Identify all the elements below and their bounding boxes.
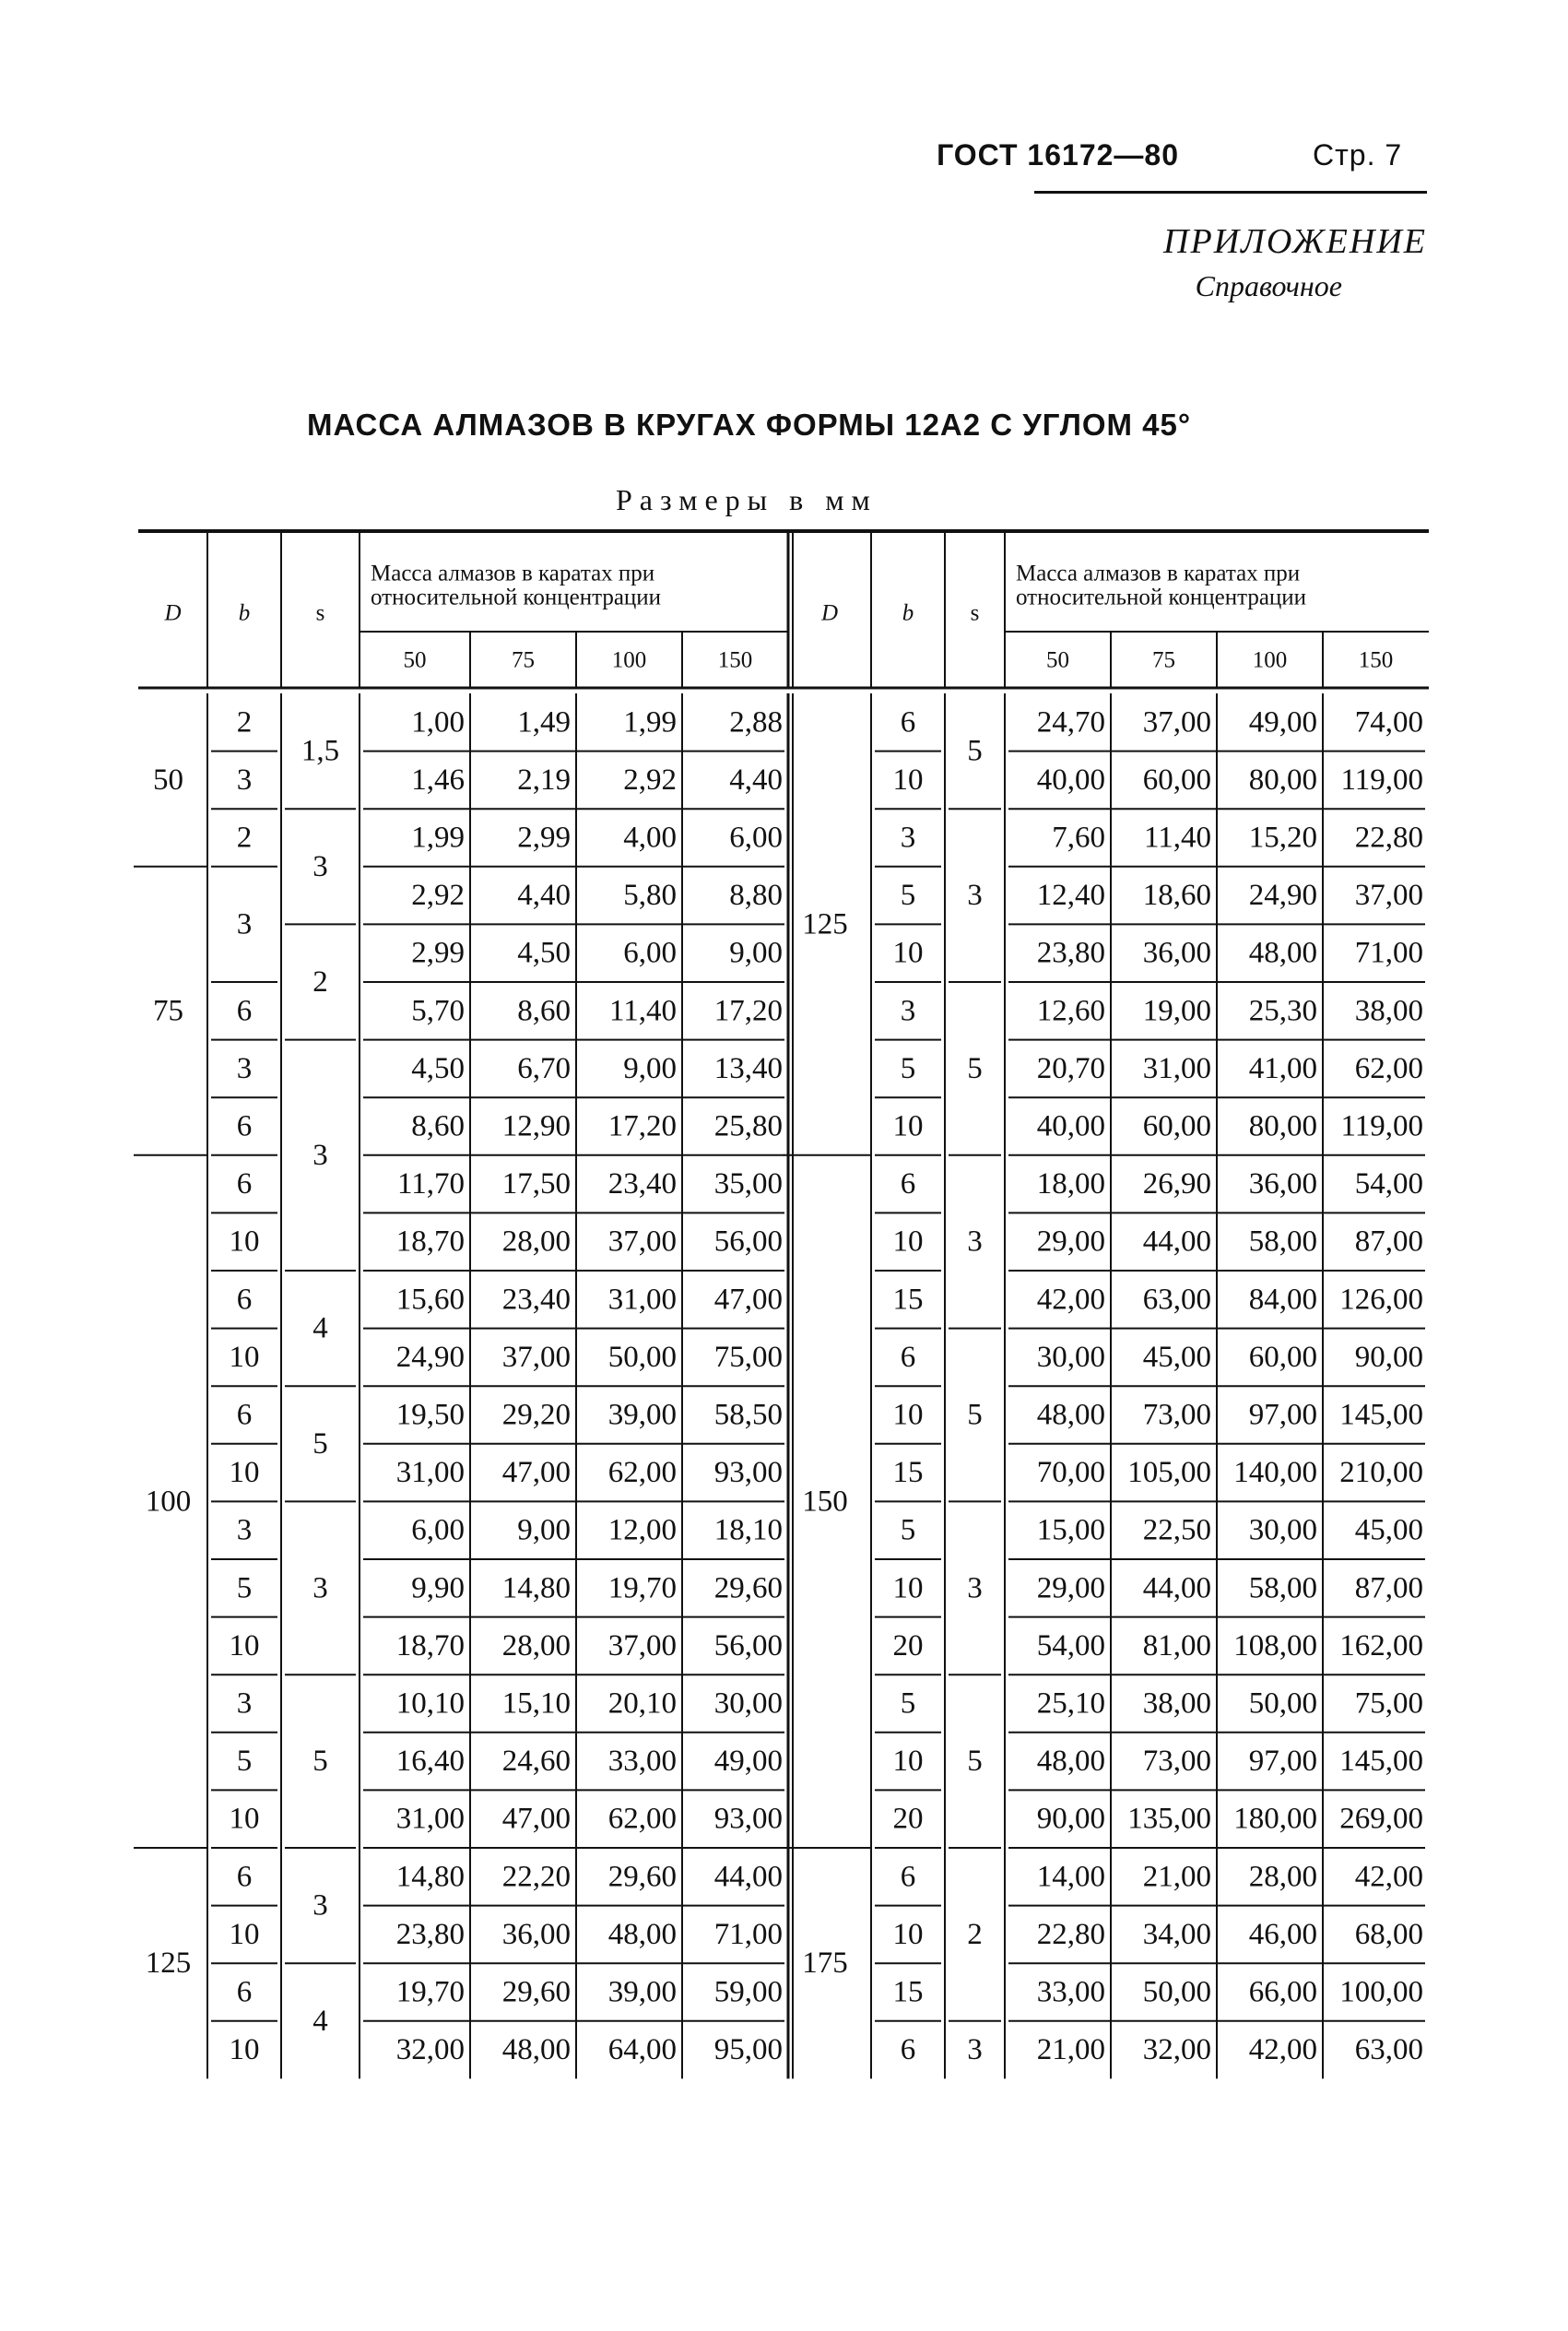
cell-mass: 48,00 bbox=[1036, 1745, 1105, 1779]
cell-s: 4 bbox=[312, 1311, 328, 1345]
cell-mass: 15,20 bbox=[1248, 821, 1317, 855]
cell-mass: 32,00 bbox=[395, 2033, 465, 2067]
cell-b: 15 bbox=[892, 1283, 924, 1317]
cell-b: 3 bbox=[236, 907, 253, 941]
cell-mass: 50,00 bbox=[607, 1340, 677, 1374]
cell-b: 6 bbox=[236, 1398, 253, 1432]
cell-mass: 22,20 bbox=[501, 1860, 571, 1894]
cell-mass: 54,00 bbox=[1036, 1628, 1105, 1662]
cell-b: 15 bbox=[892, 1975, 924, 2009]
cell-b: 10 bbox=[892, 1109, 924, 1143]
cell-mass: 81,00 bbox=[1142, 1628, 1211, 1662]
concentration-100: 100 bbox=[611, 647, 647, 673]
cell-s: 5 bbox=[312, 1745, 328, 1779]
cell-mass: 162,00 bbox=[1339, 1628, 1423, 1662]
cell-mass: 41,00 bbox=[1248, 1051, 1317, 1085]
cell-mass: 14,80 bbox=[501, 1571, 571, 1605]
cell-mass: 126,00 bbox=[1339, 1283, 1423, 1317]
cell-mass: 50,00 bbox=[1248, 1686, 1317, 1721]
cell-mass: 12,00 bbox=[607, 1513, 677, 1547]
cell-mass: 37,00 bbox=[607, 1628, 677, 1662]
cell-D: 100 bbox=[145, 1485, 192, 1519]
cell-s: 3 bbox=[312, 1888, 328, 1923]
cell-mass: 18,70 bbox=[395, 1225, 465, 1259]
cell-mass: 20,10 bbox=[607, 1686, 677, 1721]
cell-s: 5 bbox=[967, 734, 983, 768]
cell-mass: 6,00 bbox=[729, 821, 783, 855]
cell-mass: 2,92 bbox=[411, 879, 465, 913]
cell-mass: 48,00 bbox=[607, 1917, 677, 1951]
cell-mass: 95,00 bbox=[713, 2033, 783, 2067]
cell-mass: 7,60 bbox=[1052, 821, 1105, 855]
cell-mass: 119,00 bbox=[1340, 763, 1423, 797]
cell-b: 2 bbox=[236, 821, 253, 855]
cell-mass: 10,10 bbox=[395, 1686, 465, 1721]
cell-b: 6 bbox=[236, 994, 253, 1028]
cell-mass: 29,60 bbox=[501, 1975, 571, 2009]
cell-mass: 9,00 bbox=[729, 936, 783, 970]
cell-mass: 9,00 bbox=[623, 1051, 677, 1085]
cell-b: 10 bbox=[229, 1628, 260, 1662]
col-header-D: D bbox=[820, 600, 839, 626]
cell-b: 10 bbox=[892, 1917, 924, 1951]
cell-mass: 25,30 bbox=[1248, 994, 1317, 1028]
cell-mass: 25,80 bbox=[713, 1109, 783, 1143]
cell-mass: 73,00 bbox=[1142, 1398, 1211, 1432]
cell-mass: 145,00 bbox=[1339, 1745, 1423, 1779]
cell-mass: 105,00 bbox=[1127, 1456, 1211, 1490]
cell-mass: 11,70 bbox=[396, 1167, 465, 1201]
cell-mass: 1,49 bbox=[517, 705, 571, 740]
cell-b: 10 bbox=[229, 1456, 260, 1490]
cell-mass: 29,00 bbox=[1036, 1225, 1105, 1259]
cell-s: 3 bbox=[967, 2033, 983, 2067]
cell-b: 6 bbox=[236, 1283, 253, 1317]
cell-mass: 29,60 bbox=[607, 1860, 677, 1894]
cell-mass: 29,00 bbox=[1036, 1571, 1105, 1605]
cell-mass: 13,40 bbox=[713, 1051, 783, 1085]
cell-mass: 22,80 bbox=[1354, 821, 1423, 855]
concentration-150: 150 bbox=[717, 647, 753, 673]
cell-mass: 2,92 bbox=[623, 763, 677, 797]
cell-mass: 46,00 bbox=[1248, 1917, 1317, 1951]
cell-s: 5 bbox=[967, 1051, 983, 1085]
cell-mass: 135,00 bbox=[1127, 1802, 1211, 1836]
concentration-75: 75 bbox=[512, 647, 535, 673]
cell-mass: 40,00 bbox=[1036, 1109, 1105, 1143]
cell-b: 15 bbox=[892, 1456, 924, 1490]
cell-mass: 64,00 bbox=[607, 2033, 677, 2067]
cell-mass: 97,00 bbox=[1248, 1398, 1317, 1432]
cell-b: 3 bbox=[236, 763, 253, 797]
cell-mass: 15,10 bbox=[501, 1686, 571, 1721]
cell-mass: 58,50 bbox=[713, 1398, 783, 1432]
cell-mass: 24,90 bbox=[395, 1340, 465, 1374]
cell-mass: 1,99 bbox=[623, 705, 677, 740]
cell-s: 3 bbox=[312, 849, 328, 883]
cell-mass: 31,00 bbox=[1142, 1051, 1211, 1085]
mass-header-line2: относительной концентрации bbox=[371, 585, 662, 610]
cell-D: 50 bbox=[153, 763, 183, 797]
cell-mass: 11,40 bbox=[1143, 821, 1211, 855]
cell-b: 10 bbox=[229, 1340, 260, 1374]
cell-mass: 2,99 bbox=[411, 936, 465, 970]
cell-D: 175 bbox=[802, 1946, 848, 1981]
cell-mass: 75,00 bbox=[1354, 1686, 1423, 1721]
cell-mass: 62,00 bbox=[607, 1456, 677, 1490]
cell-mass: 1,99 bbox=[411, 821, 465, 855]
cell-mass: 14,00 bbox=[1036, 1860, 1105, 1894]
cell-mass: 80,00 bbox=[1248, 1109, 1317, 1143]
cell-mass: 29,20 bbox=[501, 1398, 571, 1432]
concentration-150: 150 bbox=[1358, 647, 1394, 673]
cell-mass: 36,00 bbox=[1142, 936, 1211, 970]
cell-s: 4 bbox=[312, 2004, 328, 2038]
cell-b: 10 bbox=[229, 2033, 260, 2067]
cell-mass: 5,80 bbox=[623, 879, 677, 913]
appendix-type: Справочное bbox=[1195, 269, 1342, 302]
cell-mass: 37,00 bbox=[1142, 705, 1211, 740]
cell-mass: 50,00 bbox=[1142, 1975, 1211, 2009]
cell-mass: 74,00 bbox=[1354, 705, 1423, 740]
cell-mass: 60,00 bbox=[1248, 1340, 1317, 1374]
cell-mass: 24,60 bbox=[501, 1745, 571, 1779]
cell-b: 20 bbox=[892, 1802, 924, 1836]
cell-b: 6 bbox=[900, 705, 916, 740]
concentration-50: 50 bbox=[1046, 647, 1069, 673]
cell-mass: 23,40 bbox=[501, 1283, 571, 1317]
cell-mass: 44,00 bbox=[713, 1860, 783, 1894]
cell-s: 5 bbox=[967, 1745, 983, 1779]
concentration-50: 50 bbox=[403, 647, 427, 673]
cell-mass: 48,00 bbox=[501, 2033, 571, 2067]
cell-s: 3 bbox=[967, 879, 983, 913]
cell-mass: 17,50 bbox=[501, 1167, 571, 1201]
col-header-b: b bbox=[902, 600, 914, 626]
cell-s: 3 bbox=[967, 1571, 983, 1605]
cell-mass: 4,40 bbox=[517, 879, 571, 913]
cell-mass: 62,00 bbox=[607, 1802, 677, 1836]
cell-mass: 31,00 bbox=[607, 1283, 677, 1317]
cell-mass: 45,00 bbox=[1142, 1340, 1211, 1374]
cell-b: 6 bbox=[900, 1340, 916, 1374]
cell-mass: 63,00 bbox=[1142, 1283, 1211, 1317]
cell-s: 3 bbox=[312, 1138, 328, 1172]
cell-mass: 6,00 bbox=[411, 1513, 465, 1547]
cell-mass: 25,10 bbox=[1036, 1686, 1105, 1721]
cell-mass: 15,60 bbox=[395, 1283, 465, 1317]
cell-mass: 44,00 bbox=[1142, 1225, 1211, 1259]
col-header-s: s bbox=[315, 600, 325, 626]
cell-mass: 42,00 bbox=[1354, 1860, 1423, 1894]
cell-mass: 37,00 bbox=[1354, 879, 1423, 913]
cell-mass: 1,00 bbox=[411, 705, 465, 740]
cell-mass: 119,00 bbox=[1340, 1109, 1423, 1143]
cell-b: 10 bbox=[892, 1225, 924, 1259]
cell-b: 5 bbox=[236, 1745, 253, 1779]
cell-s: 3 bbox=[967, 1225, 983, 1259]
cell-mass: 16,40 bbox=[395, 1745, 465, 1779]
cell-mass: 70,00 bbox=[1036, 1456, 1105, 1490]
cell-mass: 36,00 bbox=[1248, 1167, 1317, 1201]
cell-mass: 4,00 bbox=[623, 821, 677, 855]
cell-mass: 47,00 bbox=[501, 1456, 571, 1490]
cell-mass: 24,70 bbox=[1036, 705, 1105, 740]
cell-b: 10 bbox=[892, 763, 924, 797]
cell-mass: 2,99 bbox=[517, 821, 571, 855]
cell-b: 3 bbox=[236, 1051, 253, 1085]
cell-mass: 269,00 bbox=[1339, 1802, 1423, 1836]
cell-mass: 6,70 bbox=[517, 1051, 571, 1085]
cell-mass: 73,00 bbox=[1142, 1745, 1211, 1779]
document-title: МАССА АЛМАЗОВ В КРУГАХ ФОРМЫ 12А2 С УГЛОМ 45° bbox=[307, 408, 1192, 442]
cell-mass: 45,00 bbox=[1354, 1513, 1423, 1547]
cell-mass: 84,00 bbox=[1248, 1283, 1317, 1317]
cell-b: 3 bbox=[236, 1686, 253, 1721]
cell-mass: 39,00 bbox=[607, 1398, 677, 1432]
cell-mass: 22,50 bbox=[1142, 1513, 1211, 1547]
cell-mass: 180,00 bbox=[1233, 1802, 1317, 1836]
cell-mass: 19,00 bbox=[1142, 994, 1211, 1028]
cell-mass: 58,00 bbox=[1248, 1571, 1317, 1605]
cell-mass: 26,90 bbox=[1142, 1167, 1211, 1201]
cell-mass: 47,00 bbox=[501, 1802, 571, 1836]
cell-b: 6 bbox=[236, 1860, 253, 1894]
cell-b: 10 bbox=[892, 1398, 924, 1432]
col-header-D: D bbox=[164, 600, 182, 626]
cell-mass: 14,80 bbox=[395, 1860, 465, 1894]
cell-s: 1,5 bbox=[301, 734, 340, 768]
cell-mass: 32,00 bbox=[1142, 2033, 1211, 2067]
cell-b: 5 bbox=[900, 1513, 916, 1547]
cell-mass: 12,60 bbox=[1036, 994, 1105, 1028]
cell-mass: 6,00 bbox=[623, 936, 677, 970]
standard-number: ГОСТ 16172—80 bbox=[937, 138, 1179, 172]
page-number: Стр. 7 bbox=[1313, 138, 1403, 172]
cell-b: 6 bbox=[900, 2033, 916, 2067]
cell-mass: 17,20 bbox=[713, 994, 783, 1028]
cell-mass: 4,50 bbox=[411, 1051, 465, 1085]
cell-mass: 31,00 bbox=[395, 1802, 465, 1836]
cell-mass: 58,00 bbox=[1248, 1225, 1317, 1259]
concentration-100: 100 bbox=[1252, 647, 1288, 673]
cell-mass: 24,90 bbox=[1248, 879, 1317, 913]
cell-D: 150 bbox=[802, 1485, 848, 1519]
cell-mass: 35,00 bbox=[713, 1167, 783, 1201]
cell-b: 3 bbox=[236, 1513, 253, 1547]
cell-mass: 23,80 bbox=[1036, 936, 1105, 970]
cell-mass: 71,00 bbox=[713, 1917, 783, 1951]
cell-mass: 22,80 bbox=[1036, 1917, 1105, 1951]
cell-b: 6 bbox=[236, 1109, 253, 1143]
cell-b: 10 bbox=[892, 1745, 924, 1779]
cell-mass: 19,50 bbox=[395, 1398, 465, 1432]
cell-mass: 48,00 bbox=[1036, 1398, 1105, 1432]
cell-mass: 21,00 bbox=[1036, 2033, 1105, 2067]
cell-mass: 48,00 bbox=[1248, 936, 1317, 970]
cell-mass: 60,00 bbox=[1142, 763, 1211, 797]
cell-mass: 63,00 bbox=[1354, 2033, 1423, 2067]
cell-b: 5 bbox=[900, 879, 916, 913]
cell-b: 10 bbox=[892, 936, 924, 970]
cell-mass: 12,90 bbox=[501, 1109, 571, 1143]
cell-mass: 18,10 bbox=[713, 1513, 783, 1547]
cell-b: 6 bbox=[236, 1167, 253, 1201]
cell-mass: 60,00 bbox=[1142, 1109, 1211, 1143]
cell-mass: 210,00 bbox=[1339, 1456, 1423, 1490]
cell-mass: 18,60 bbox=[1142, 879, 1211, 913]
cell-mass: 4,50 bbox=[517, 936, 571, 970]
cell-mass: 5,70 bbox=[411, 994, 465, 1028]
cell-mass: 23,40 bbox=[607, 1167, 677, 1201]
cell-b: 10 bbox=[892, 1571, 924, 1605]
cell-mass: 8,60 bbox=[411, 1109, 465, 1143]
cell-mass: 93,00 bbox=[713, 1802, 783, 1836]
cell-s: 2 bbox=[967, 1917, 983, 1951]
cell-mass: 31,00 bbox=[395, 1456, 465, 1490]
cell-s: 3 bbox=[312, 1571, 328, 1605]
cell-D: 125 bbox=[145, 1946, 192, 1981]
cell-b: 6 bbox=[900, 1860, 916, 1894]
cell-mass: 15,00 bbox=[1036, 1513, 1105, 1547]
cell-mass: 87,00 bbox=[1354, 1571, 1423, 1605]
cell-mass: 23,80 bbox=[395, 1917, 465, 1951]
cell-mass: 37,00 bbox=[607, 1225, 677, 1259]
cell-mass: 37,00 bbox=[501, 1340, 571, 1374]
cell-mass: 33,00 bbox=[1036, 1975, 1105, 2009]
cell-mass: 28,00 bbox=[501, 1225, 571, 1259]
cell-mass: 42,00 bbox=[1248, 2033, 1317, 2067]
cell-s: 2 bbox=[312, 965, 328, 999]
mass-header-line1: Масса алмазов в каратах при bbox=[1016, 561, 1301, 586]
cell-mass: 62,00 bbox=[1354, 1051, 1423, 1085]
cell-mass: 38,00 bbox=[1354, 994, 1423, 1028]
cell-mass: 49,00 bbox=[713, 1745, 783, 1779]
cell-D: 75 bbox=[153, 994, 183, 1028]
cell-mass: 38,00 bbox=[1142, 1686, 1211, 1721]
cell-mass: 40,00 bbox=[1036, 763, 1105, 797]
cell-mass: 11,40 bbox=[608, 994, 677, 1028]
cell-b: 5 bbox=[900, 1051, 916, 1085]
cell-b: 10 bbox=[229, 1802, 260, 1836]
cell-mass: 90,00 bbox=[1354, 1340, 1423, 1374]
mass-header-line2: относительной концентрации bbox=[1016, 585, 1307, 610]
cell-s: 5 bbox=[312, 1426, 328, 1461]
cell-mass: 19,70 bbox=[607, 1571, 677, 1605]
cell-mass: 30,00 bbox=[1036, 1340, 1105, 1374]
cell-mass: 34,00 bbox=[1142, 1917, 1211, 1951]
cell-mass: 18,00 bbox=[1036, 1167, 1105, 1201]
col-header-b: b bbox=[238, 600, 251, 626]
cell-mass: 9,90 bbox=[411, 1571, 465, 1605]
cell-mass: 17,20 bbox=[607, 1109, 677, 1143]
cell-mass: 54,00 bbox=[1354, 1167, 1423, 1201]
cell-mass: 56,00 bbox=[713, 1225, 783, 1259]
cell-mass: 1,46 bbox=[411, 763, 465, 797]
cell-mass: 36,00 bbox=[501, 1917, 571, 1951]
cell-mass: 29,60 bbox=[713, 1571, 783, 1605]
cell-mass: 28,00 bbox=[1248, 1860, 1317, 1894]
cell-mass: 30,00 bbox=[713, 1686, 783, 1721]
cell-mass: 44,00 bbox=[1142, 1571, 1211, 1605]
cell-mass: 59,00 bbox=[713, 1975, 783, 2009]
cell-mass: 20,70 bbox=[1036, 1051, 1105, 1085]
cell-mass: 19,70 bbox=[395, 1975, 465, 2009]
cell-mass: 42,00 bbox=[1036, 1283, 1105, 1317]
cell-b: 10 bbox=[229, 1917, 260, 1951]
cell-b: 3 bbox=[900, 821, 916, 855]
units-note: Размеры в мм bbox=[616, 483, 878, 516]
appendix-label: ПРИЛОЖЕНИЕ bbox=[1163, 222, 1427, 261]
cell-mass: 140,00 bbox=[1233, 1456, 1317, 1490]
col-header-s: s bbox=[970, 600, 980, 626]
cell-b: 2 bbox=[236, 705, 253, 740]
cell-mass: 8,80 bbox=[729, 879, 783, 913]
cell-mass: 97,00 bbox=[1248, 1745, 1317, 1779]
cell-mass: 33,00 bbox=[607, 1745, 677, 1779]
mass-header-line1: Масса алмазов в каратах при bbox=[371, 561, 655, 586]
cell-mass: 2,88 bbox=[729, 705, 783, 740]
cell-b: 5 bbox=[236, 1571, 253, 1605]
cell-mass: 66,00 bbox=[1248, 1975, 1317, 2009]
cell-b: 5 bbox=[900, 1686, 916, 1721]
cell-mass: 8,60 bbox=[517, 994, 571, 1028]
cell-mass: 18,70 bbox=[395, 1628, 465, 1662]
concentration-75: 75 bbox=[1152, 647, 1175, 673]
cell-mass: 30,00 bbox=[1248, 1513, 1317, 1547]
cell-mass: 93,00 bbox=[713, 1456, 783, 1490]
cell-mass: 9,00 bbox=[517, 1513, 571, 1547]
cell-mass: 28,00 bbox=[501, 1628, 571, 1662]
cell-s: 5 bbox=[967, 1398, 983, 1432]
cell-mass: 2,19 bbox=[517, 763, 571, 797]
cell-mass: 87,00 bbox=[1354, 1225, 1423, 1259]
cell-mass: 4,40 bbox=[729, 763, 783, 797]
cell-b: 10 bbox=[229, 1225, 260, 1259]
cell-mass: 75,00 bbox=[713, 1340, 783, 1374]
cell-mass: 71,00 bbox=[1354, 936, 1423, 970]
cell-mass: 100,00 bbox=[1339, 1975, 1423, 2009]
cell-b: 20 bbox=[892, 1628, 924, 1662]
cell-mass: 47,00 bbox=[713, 1283, 783, 1317]
cell-mass: 21,00 bbox=[1142, 1860, 1211, 1894]
cell-D: 125 bbox=[802, 907, 848, 941]
cell-mass: 145,00 bbox=[1339, 1398, 1423, 1432]
cell-mass: 108,00 bbox=[1233, 1628, 1317, 1662]
cell-b: 6 bbox=[236, 1975, 253, 2009]
cell-mass: 39,00 bbox=[607, 1975, 677, 2009]
cell-b: 6 bbox=[900, 1167, 916, 1201]
cell-b: 3 bbox=[900, 994, 916, 1028]
cell-mass: 56,00 bbox=[713, 1628, 783, 1662]
cell-mass: 49,00 bbox=[1248, 705, 1317, 740]
cell-mass: 90,00 bbox=[1036, 1802, 1105, 1836]
cell-mass: 80,00 bbox=[1248, 763, 1317, 797]
cell-mass: 68,00 bbox=[1354, 1917, 1423, 1951]
cell-mass: 12,40 bbox=[1036, 879, 1105, 913]
